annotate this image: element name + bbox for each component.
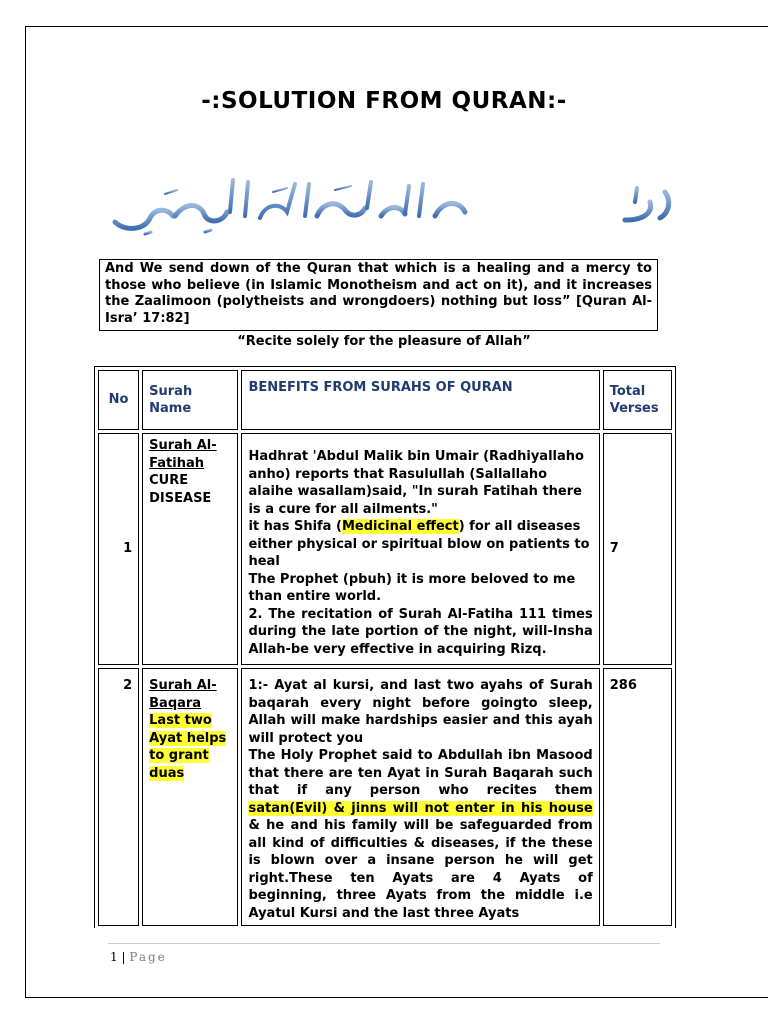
surah-tag: Last two Ayat helps to grant duas [149,713,227,781]
table-row [98,668,672,926]
benefit-prophet: The Prophet (pbuh) it is more beloved to me than entire world. [248,571,576,604]
benefit-text: & he and his family will be safeguarded from all kind of difficulties & diseases, if the these is blown over a insane person he will get right.These ten Ayats are 4 Ayats of beginning, three Ayats from the middle i.e Ayatul Kursi and the last three Ayats [248,818,593,921]
surah-benefits-table [94,366,676,928]
header-total-verses: Total Verses [603,370,672,430]
surah-name: Surah Al-Baqara [149,678,217,711]
page-label: Page [129,950,167,964]
total-verses: 286 [603,668,672,926]
benefit-text: ) for all diseases either physical or spiritual blow on patients to heal [248,519,590,569]
footer-separator: | [117,950,130,964]
table-row [98,433,672,665]
page-title: -:SOLUTION FROM QURAN:- [201,88,567,114]
surah-name: Surah Al-Fatihah [149,438,217,471]
total-verses: 7 [603,433,672,665]
benefit-text: it has Shifa ( [248,519,342,534]
benefit-ayat-kursi: 1:- Ayat al kursi, and last two ayahs of Surah baqarah every night before goingto sleep, Allah will make hardships easier and this ayah will protect you [248,678,593,746]
basmala-calligraphy-image [105,172,675,238]
quran-quote-box: And We send down of the Quran that which is a healing and a mercy to those who believe (in Islamic Monotheism and act on it), and it increases the Zaalimoon (polytheists and wrongdoers) nothing but loss” [Quran Al-Isra’ 17:82] [99,259,658,331]
page-footer [110,950,167,964]
row-number: 1 [98,433,139,665]
benefit-highlight: satan(Evil) & jinns will not enter in his house [248,800,593,816]
benefit-recitation: 2. The recitation of Surah Al-Fatiha 111 times during the late portion of the night, will-Insha Allah-be very effective in acquiring Rizq. [248,606,593,657]
benefits-cell [241,433,599,665]
row-number: 2 [98,668,139,926]
header-no: No [98,370,139,430]
benefit-intro: Hadhrat 'Abdul Malik bin Umair (Radhiyallaho anho) reports that Rasulullah (Sallallaho alaihe wasallam)said, "In surah Fatihah there is a cure for all ailments." [248,449,584,517]
header-surah-name: Surah Name [142,370,238,430]
surah-name-cell [142,668,238,926]
footer-divider [108,943,660,944]
recite-subtitle: “Recite solely for the pleasure of Allah” [237,334,531,349]
benefit-ten-ayat [248,747,592,922]
surah-tag-wrap [149,712,231,782]
page-number: 1 [110,950,118,964]
header-benefits: BENEFITS FROM SURAHS OF QURAN [241,370,599,430]
surah-name-cell [142,433,238,665]
benefit-text: The Holy Prophet said to Abdullah ibn Masood that there are ten Ayat in Surah Baqarah such that if any person who recites them [248,748,593,798]
surah-table-container [94,366,676,928]
table-header-row [98,370,672,430]
benefits-cell [241,668,599,926]
benefit-shifa [248,518,592,571]
benefit-highlight: Medicinal effect [341,519,459,534]
surah-tag: CURE DISEASE [149,473,212,506]
